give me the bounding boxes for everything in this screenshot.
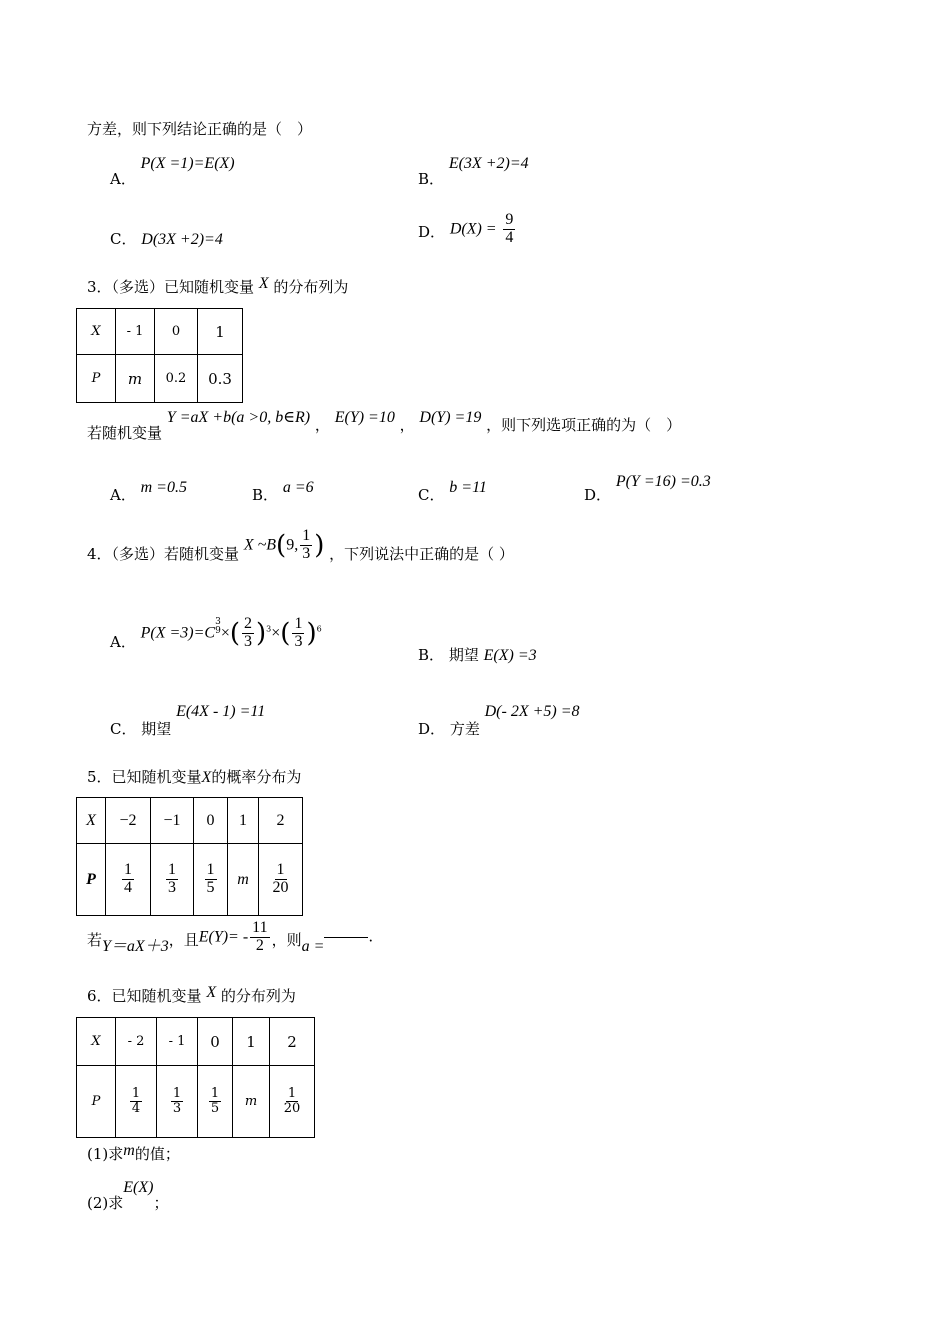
option-label: D． — [418, 720, 446, 738]
q2-option-a — [110, 152, 235, 188]
question-number-text: 5．已知随机变量 — [87, 768, 202, 786]
table-cell: P — [77, 1066, 116, 1138]
table-cell: m — [233, 1066, 270, 1138]
fraction-numerator: 1 — [168, 861, 176, 879]
table-cell: - 1 — [157, 1018, 198, 1066]
comma: ， — [314, 416, 330, 434]
fraction-denominator: 3 — [168, 879, 176, 896]
option-math: P(X =3)=C — [140, 624, 216, 642]
table-cell: 0 — [155, 309, 198, 355]
option-label: B． — [418, 646, 445, 664]
q4-stem — [87, 528, 514, 563]
option-math: m =0.5 — [140, 479, 187, 496]
fraction-denominator: 5 — [210, 1101, 220, 1116]
q4-option-a — [110, 616, 322, 651]
q3-option-a — [110, 476, 187, 504]
table-cell: X — [77, 798, 106, 844]
fraction-denominator: 3 — [302, 544, 311, 562]
fraction — [300, 528, 312, 563]
table-cell: −2 — [106, 798, 151, 844]
option-math: P(Y =16) =0.3 — [615, 473, 711, 490]
option-label: C． — [110, 230, 137, 248]
subquestion-tail: 的值； — [134, 1145, 180, 1163]
option-math: D(X) = — [449, 220, 497, 238]
table-cell: 2 — [259, 798, 303, 844]
table-cell: m — [116, 355, 155, 403]
option-text: 方差 — [449, 720, 480, 738]
table-cell — [270, 1066, 315, 1138]
fraction-numerator: 1 — [287, 1086, 297, 1102]
table-cell: X — [77, 309, 116, 355]
option-math: E(3X +2)=4 — [448, 155, 529, 172]
fraction-numerator: 1 — [131, 1086, 141, 1102]
table-cell: 0 — [198, 1018, 233, 1066]
fraction-numerator: 1 — [172, 1086, 182, 1102]
binomial-notation: X ~B — [243, 536, 277, 554]
table-cell: P — [77, 355, 116, 403]
table-cell: 0.2 — [155, 355, 198, 403]
option-label: D． — [584, 486, 612, 504]
fraction-denominator: 4 — [124, 879, 132, 896]
fraction-numerator: 2 — [244, 615, 253, 632]
q3-distribution-table — [76, 308, 243, 403]
condition-math: a = — [301, 938, 325, 956]
table-cell: X — [77, 1018, 116, 1066]
fraction-denominator: 5 — [206, 879, 215, 896]
fraction-numerator: 1 — [294, 615, 303, 632]
table-cell — [157, 1066, 198, 1138]
option-text: 期望 — [448, 646, 479, 664]
comma: ， — [399, 416, 415, 434]
option-label: A． — [110, 486, 136, 504]
table-cell: 0 — [194, 798, 228, 844]
table-cell: P — [77, 844, 106, 916]
q4-option-c — [110, 700, 266, 738]
fraction-denominator: 3 — [244, 632, 253, 650]
q6-subquestion-2 — [87, 1176, 169, 1212]
condition-math: Y＝aX＋3 — [102, 938, 169, 956]
option-label: A． — [110, 633, 136, 652]
left-paren: ( — [229, 618, 241, 649]
table-cell — [106, 844, 151, 916]
left-paren: ( — [276, 530, 287, 561]
condition-mid: ，则 — [271, 931, 302, 950]
fraction-denominator: 20 — [283, 1101, 301, 1116]
table-cell — [151, 844, 194, 916]
fraction-numerator: 1 — [210, 1086, 220, 1102]
q5-distribution-table — [76, 797, 303, 916]
option-label: A． — [110, 170, 136, 188]
q2-option-d — [418, 212, 517, 247]
option-label: B． — [418, 170, 445, 188]
table-cell: 1 — [228, 798, 259, 844]
condition-math: E(Y) =10 — [334, 409, 395, 426]
variable: X — [206, 984, 217, 1001]
fraction-numerator: 1 — [124, 861, 132, 879]
q2-stem-tail: 方差，则下列结论正确的是（ ） — [87, 120, 313, 138]
condition-tail: ，则下列选项正确的为（ ） — [486, 416, 682, 434]
option-math: P(X =1)=E(X) — [140, 155, 235, 172]
stem-tail: 的概率分布为 — [211, 768, 302, 786]
subquestion-math: E(X) — [123, 1179, 154, 1196]
subquestion-prefix: (1)求 — [87, 1145, 124, 1163]
table-cell: - 2 — [116, 1018, 157, 1066]
option-label: B． — [252, 486, 279, 504]
table-cell: - 1 — [116, 309, 155, 355]
option-math: D(- 2X +5) =8 — [484, 703, 580, 720]
table-cell: 1 — [233, 1018, 270, 1066]
fraction-numerator: 11 — [252, 919, 268, 936]
q6-distribution-table — [76, 1017, 315, 1138]
q6-stem — [87, 985, 296, 1006]
question-number-text: 3．（多选）已知随机变量 — [87, 278, 255, 296]
combination-indices — [215, 618, 221, 636]
stem-tail: 的分布列为 — [220, 987, 296, 1005]
left-paren: ( — [280, 618, 291, 649]
option-math: b =11 — [449, 479, 487, 496]
q5-stem — [87, 766, 301, 787]
condition-math: E(Y)= - — [198, 928, 249, 946]
fraction-denominator: 2 — [255, 936, 264, 954]
times-sign: × — [220, 624, 230, 642]
condition-math: Y =aX +b(a >0, b∈R) — [166, 409, 311, 426]
condition-mid: ，且 — [168, 931, 199, 950]
table-cell: −1 — [151, 798, 194, 844]
q2-option-c — [110, 228, 223, 249]
table-cell — [259, 844, 303, 916]
q4-option-b — [418, 644, 537, 665]
question-number-text: 4．（多选）若随机变量 — [87, 545, 240, 564]
fraction-denominator: 4 — [131, 1101, 141, 1116]
option-label: C． — [110, 720, 137, 738]
option-text: 期望 — [141, 720, 172, 738]
q6-subquestion-1 — [87, 1143, 180, 1164]
table-cell: 1 — [198, 309, 243, 355]
subquestion-tail: ； — [153, 1194, 169, 1212]
q3-stem — [87, 276, 348, 297]
option-math: a =6 — [282, 479, 314, 496]
option-label: C． — [418, 486, 445, 504]
fraction-denominator: 3 — [172, 1101, 182, 1116]
fraction-numerator: 1 — [302, 527, 311, 544]
option-math: E(X) =3 — [483, 647, 537, 664]
period: . — [368, 927, 374, 946]
table-cell: 0.3 — [198, 355, 243, 403]
fraction — [250, 920, 269, 955]
fraction — [503, 212, 515, 247]
q5-condition — [87, 920, 373, 955]
condition-prefix: 若 — [87, 931, 103, 950]
q2-option-b — [418, 152, 529, 188]
table-cell — [194, 844, 228, 916]
table-cell: m — [228, 844, 259, 916]
q3-option-b — [252, 476, 314, 504]
subquestion-prefix: (2)求 — [87, 1194, 124, 1212]
combination-sup: 3 — [215, 617, 221, 628]
binomial-n: 9, — [286, 536, 299, 554]
fraction-denominator: 20 — [272, 879, 289, 896]
fraction-denominator: 3 — [294, 632, 303, 650]
right-paren: ) — [256, 618, 267, 649]
condition-math: D(Y) =19 — [419, 409, 482, 426]
condition-prefix: 若随机变量 — [87, 424, 163, 442]
right-paren: ) — [314, 530, 325, 561]
fraction-denominator: 4 — [505, 228, 514, 246]
option-math: D(3X +2)=4 — [141, 231, 223, 248]
fraction — [292, 616, 304, 651]
fraction-numerator: 1 — [276, 861, 285, 879]
table-cell: 2 — [270, 1018, 315, 1066]
option-math: E(4X - 1) =11 — [176, 703, 266, 720]
exponent: 6 — [316, 624, 322, 634]
right-paren: ) — [306, 618, 317, 649]
answer-blank — [324, 937, 368, 938]
exponent: 3 — [266, 624, 272, 634]
times-sign: × — [271, 624, 281, 642]
q3-option-c — [418, 476, 487, 504]
fraction-numerator: 1 — [206, 861, 215, 879]
stem-tail: 的分布列为 — [273, 278, 349, 296]
table-cell — [116, 1066, 157, 1138]
stem-tail: ，下列说法中正确的是（ ） — [329, 545, 514, 564]
q3-option-d — [584, 470, 711, 504]
q3-condition — [87, 406, 682, 442]
variable: X — [201, 769, 212, 786]
q4-option-d — [418, 700, 580, 738]
combination-sub: 9 — [215, 626, 221, 637]
fraction — [242, 616, 254, 651]
fraction-numerator: 9 — [505, 211, 514, 228]
variable: X — [258, 275, 269, 292]
option-label: D． — [418, 223, 446, 242]
table-cell — [198, 1066, 233, 1138]
question-number-text: 6．已知随机变量 — [87, 987, 202, 1005]
variable: m — [123, 1142, 135, 1159]
